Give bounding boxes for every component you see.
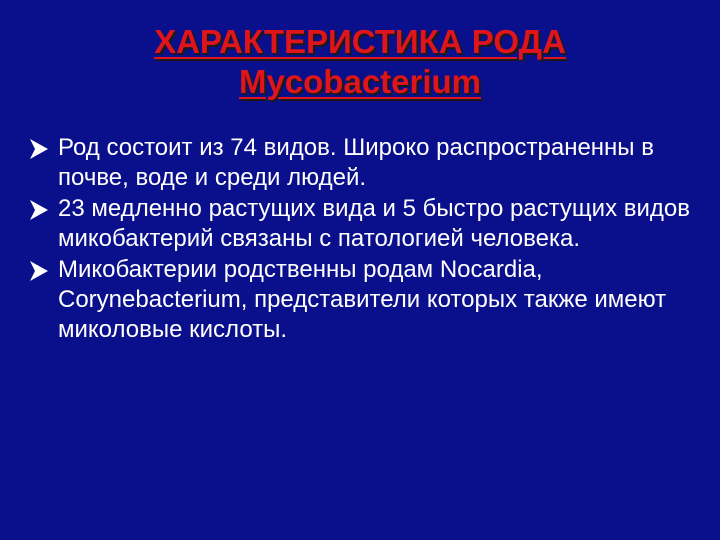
bullet-item	[28, 255, 708, 345]
bullet-text: 23 медленно растущих вида и 5 быстро растущих видов микобактерий связаны с патологией человека.	[58, 195, 690, 252]
bullet-text: Микобактерии родственны родам Nocardia, Corynebacterium, представители которых также имеют миколовые кислоты.	[58, 256, 667, 343]
bullet-list	[28, 133, 708, 346]
arrow-chevron-icon	[28, 138, 50, 160]
slide-title	[0, 22, 720, 102]
title-line-1: ХАРАКТЕРИСТИКА РОДА	[154, 23, 566, 60]
bullet-item	[28, 194, 708, 254]
title-line-2: Mycobacterium	[238, 63, 482, 100]
bullet-text: Род состоит из 74 видов. Широко распространенны в почве, воде и среди людей.	[58, 134, 654, 191]
arrow-chevron-icon	[28, 199, 50, 221]
bullet-item	[28, 133, 708, 193]
arrow-chevron-icon	[28, 260, 50, 282]
